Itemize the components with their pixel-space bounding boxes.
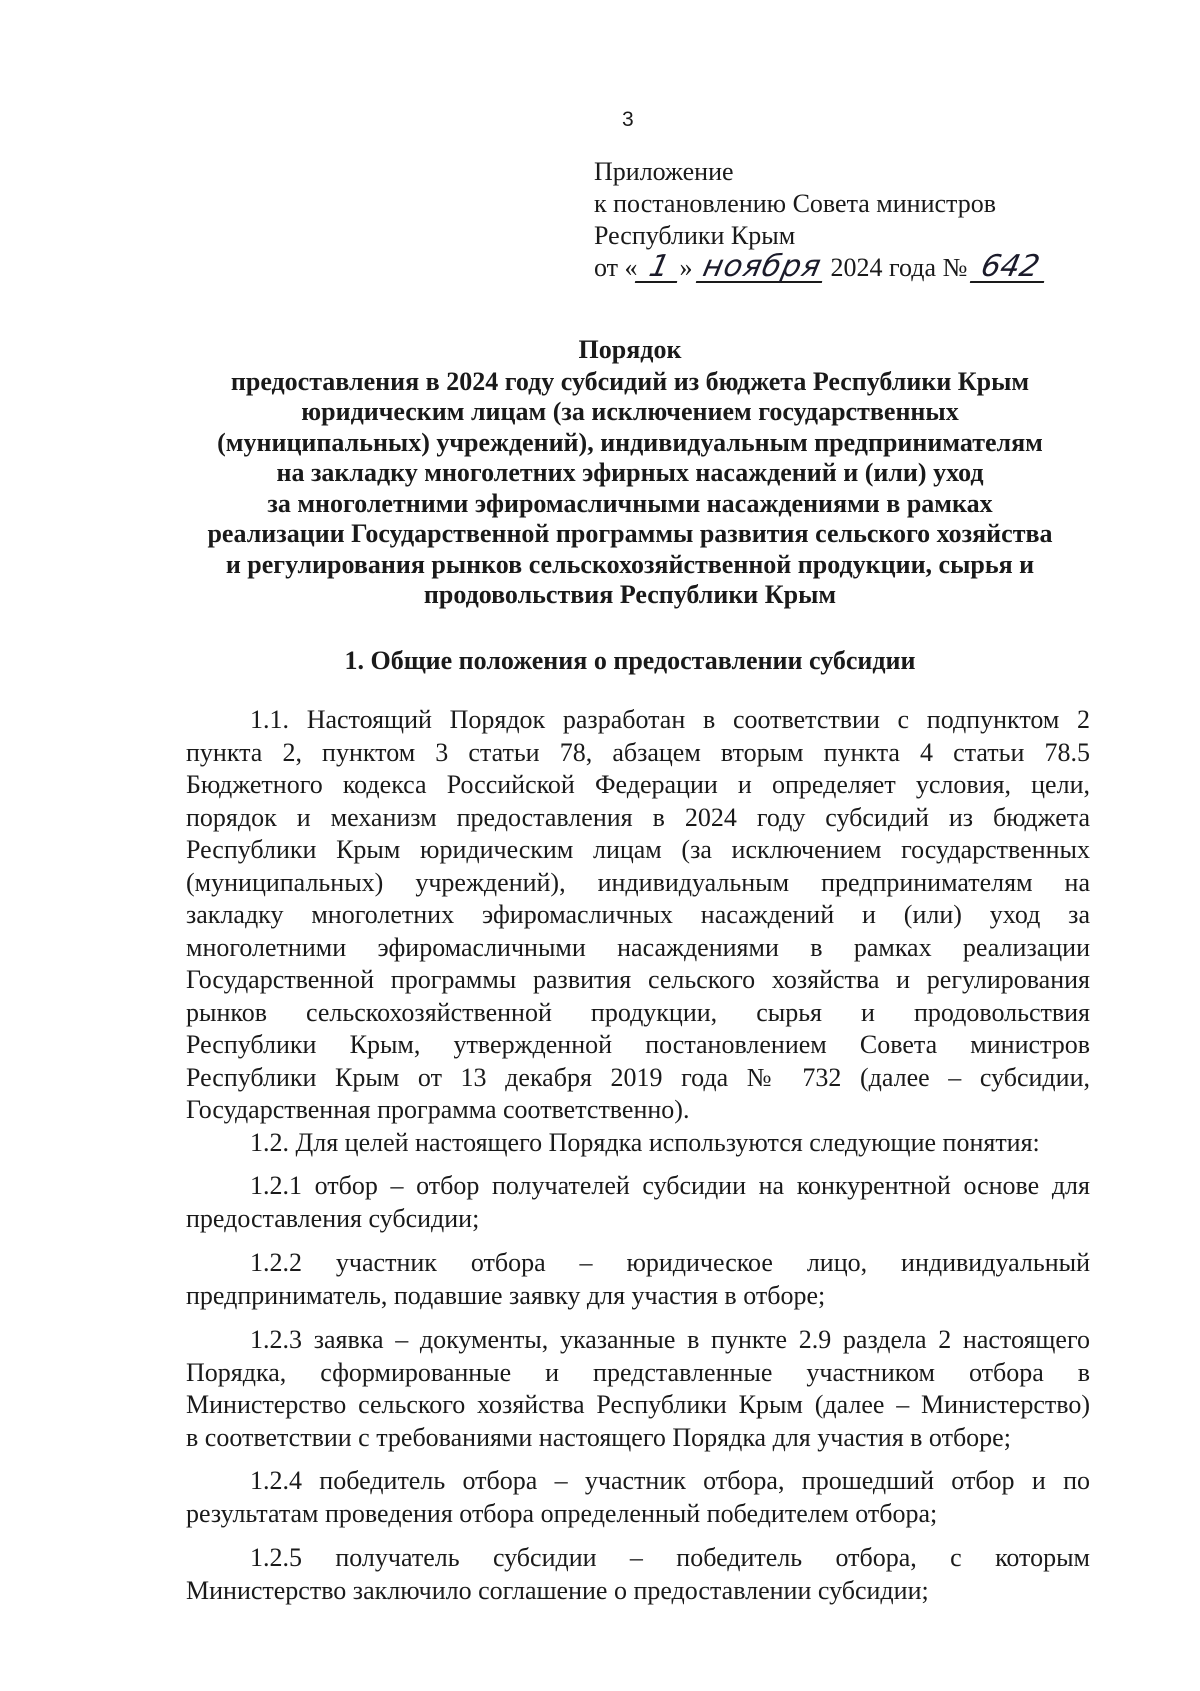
paragraph-1-2-3: [186, 1324, 1090, 1454]
title-line: (муниципальных) учреждений), индивидуальным предпринимателям: [217, 427, 1043, 457]
text-line: (муниципальных) учреждений), индивидуальным предпринимателям на: [186, 867, 1090, 897]
text-line: Бюджетного кодекса Российской Федерации и определяет условия, цели,: [186, 770, 1090, 799]
text-line: Республики Крым юридическим лицам (за исключением государственных: [186, 835, 1090, 864]
title-main: Порядок: [578, 335, 682, 364]
appendix-line-1: Приложение: [594, 157, 734, 186]
text-line: закладку многолетних эфиромасличных насаждений и (или) уход за: [186, 900, 1090, 929]
text-line: 1.2.5 получатель субсидии – победитель отбора, с которым: [250, 1543, 1090, 1572]
text-line: предоставления субсидии;: [186, 1203, 480, 1233]
text-line: Государственная программа соответственно).: [186, 1095, 690, 1124]
text-line: Государственной программы развития сельского хозяйства и регулирования: [186, 965, 1090, 994]
handwritten-month: ноября: [695, 253, 827, 283]
document-title: [150, 335, 1110, 611]
paragraph-1-2-2: [186, 1247, 1090, 1312]
title-line: на закладку многолетних эфирных насаждений и (или) уход: [276, 458, 984, 487]
handwritten-doc-number: 642: [970, 253, 1050, 283]
title-line: реализации Государственной программы развития сельского хозяйства: [207, 519, 1053, 548]
page-number: 3: [622, 108, 634, 131]
title-line: продовольствия Республики Крым: [423, 580, 837, 609]
text-line: Республики Крым от 13 декабря 2019 года № 732 (далее – субсидии,: [186, 1062, 1090, 1092]
title-line: за многолетними эфиромасличными насаждениями в рамках: [267, 488, 993, 518]
text-line: пункта 2, пунктом 3 статьи 78, абзацем вторым пункта 4 статьи 78.5: [186, 737, 1090, 767]
text-line: 1.2.2 участник отбора – юридическое лицо, индивидуальный: [250, 1248, 1090, 1277]
text-line: 1.2.4 победитель отбора – участник отбора, прошедший отбор и по: [250, 1466, 1090, 1495]
paragraph-1-2-1: [186, 1170, 1090, 1235]
text-line: рынков сельскохозяйственной продукции, сырья и продовольствия: [186, 997, 1090, 1027]
text-line: 1.2.3 заявка – документы, указанные в пункте 2.9 раздела 2 настоящего: [250, 1325, 1090, 1354]
appendix-date-line: [594, 249, 1047, 284]
paragraph-1-2-4: [186, 1465, 1090, 1530]
text-line: 1.2.1 отбор – отбор получателей субсидии на конкурентной основе для: [250, 1171, 1090, 1200]
text-line: результатам проведения отбора определенный победителем отбора;: [186, 1498, 938, 1528]
date-year: 2024 года №: [830, 253, 968, 282]
text-line: Министерство сельского хозяйства Республики Крым (далее – Министерство): [186, 1390, 1090, 1419]
text-line: в соответствии с требованиями настоящего Порядка для участия в отборе;: [186, 1422, 1011, 1452]
date-prefix: от «: [594, 253, 638, 282]
title-line: предоставления в 2024 году субсидий из бюджета Республики Крым: [230, 366, 1030, 396]
date-mid: »: [679, 253, 693, 282]
text-line: 1.1. Настоящий Порядок разработан в соответствии с подпунктом 2: [250, 705, 1090, 734]
handwritten-day: 1: [634, 253, 682, 283]
paragraph-1-2-5: [186, 1542, 1090, 1607]
text-line: 1.2. Для целей настоящего Порядка используются следующие понятия:: [250, 1128, 1040, 1157]
text-line: предприниматель, подавшие заявку для участия в отборе;: [186, 1280, 826, 1310]
appendix-line-3: Республики Крым: [594, 221, 796, 250]
title-line: юридическим лицам (за исключением государственных: [301, 397, 959, 426]
title-line: и регулирования рынков сельскохозяйственной продукции, сырья и: [225, 549, 1035, 579]
paragraph-1-2: [186, 1127, 1090, 1160]
appendix-line-2: к постановлению Совета министров: [594, 189, 996, 218]
section-heading: 1. Общие положения о предоставлении субсидии: [344, 646, 916, 675]
text-line: многолетними эфиромасличными насаждениями в рамках реализации: [186, 932, 1090, 962]
text-line: Порядка, сформированные и представленные участником отбора в: [186, 1357, 1090, 1387]
appendix-header: [594, 156, 1047, 284]
text-line: Республики Крым, утвержденной постановлением Совета министров: [186, 1030, 1090, 1059]
text-line: порядок и механизм предоставления в 2024 году субсидий из бюджета: [186, 802, 1090, 832]
text-line: Министерство заключило соглашение о предоставлении субсидии;: [186, 1575, 929, 1605]
paragraph-1-1: [186, 704, 1090, 1127]
